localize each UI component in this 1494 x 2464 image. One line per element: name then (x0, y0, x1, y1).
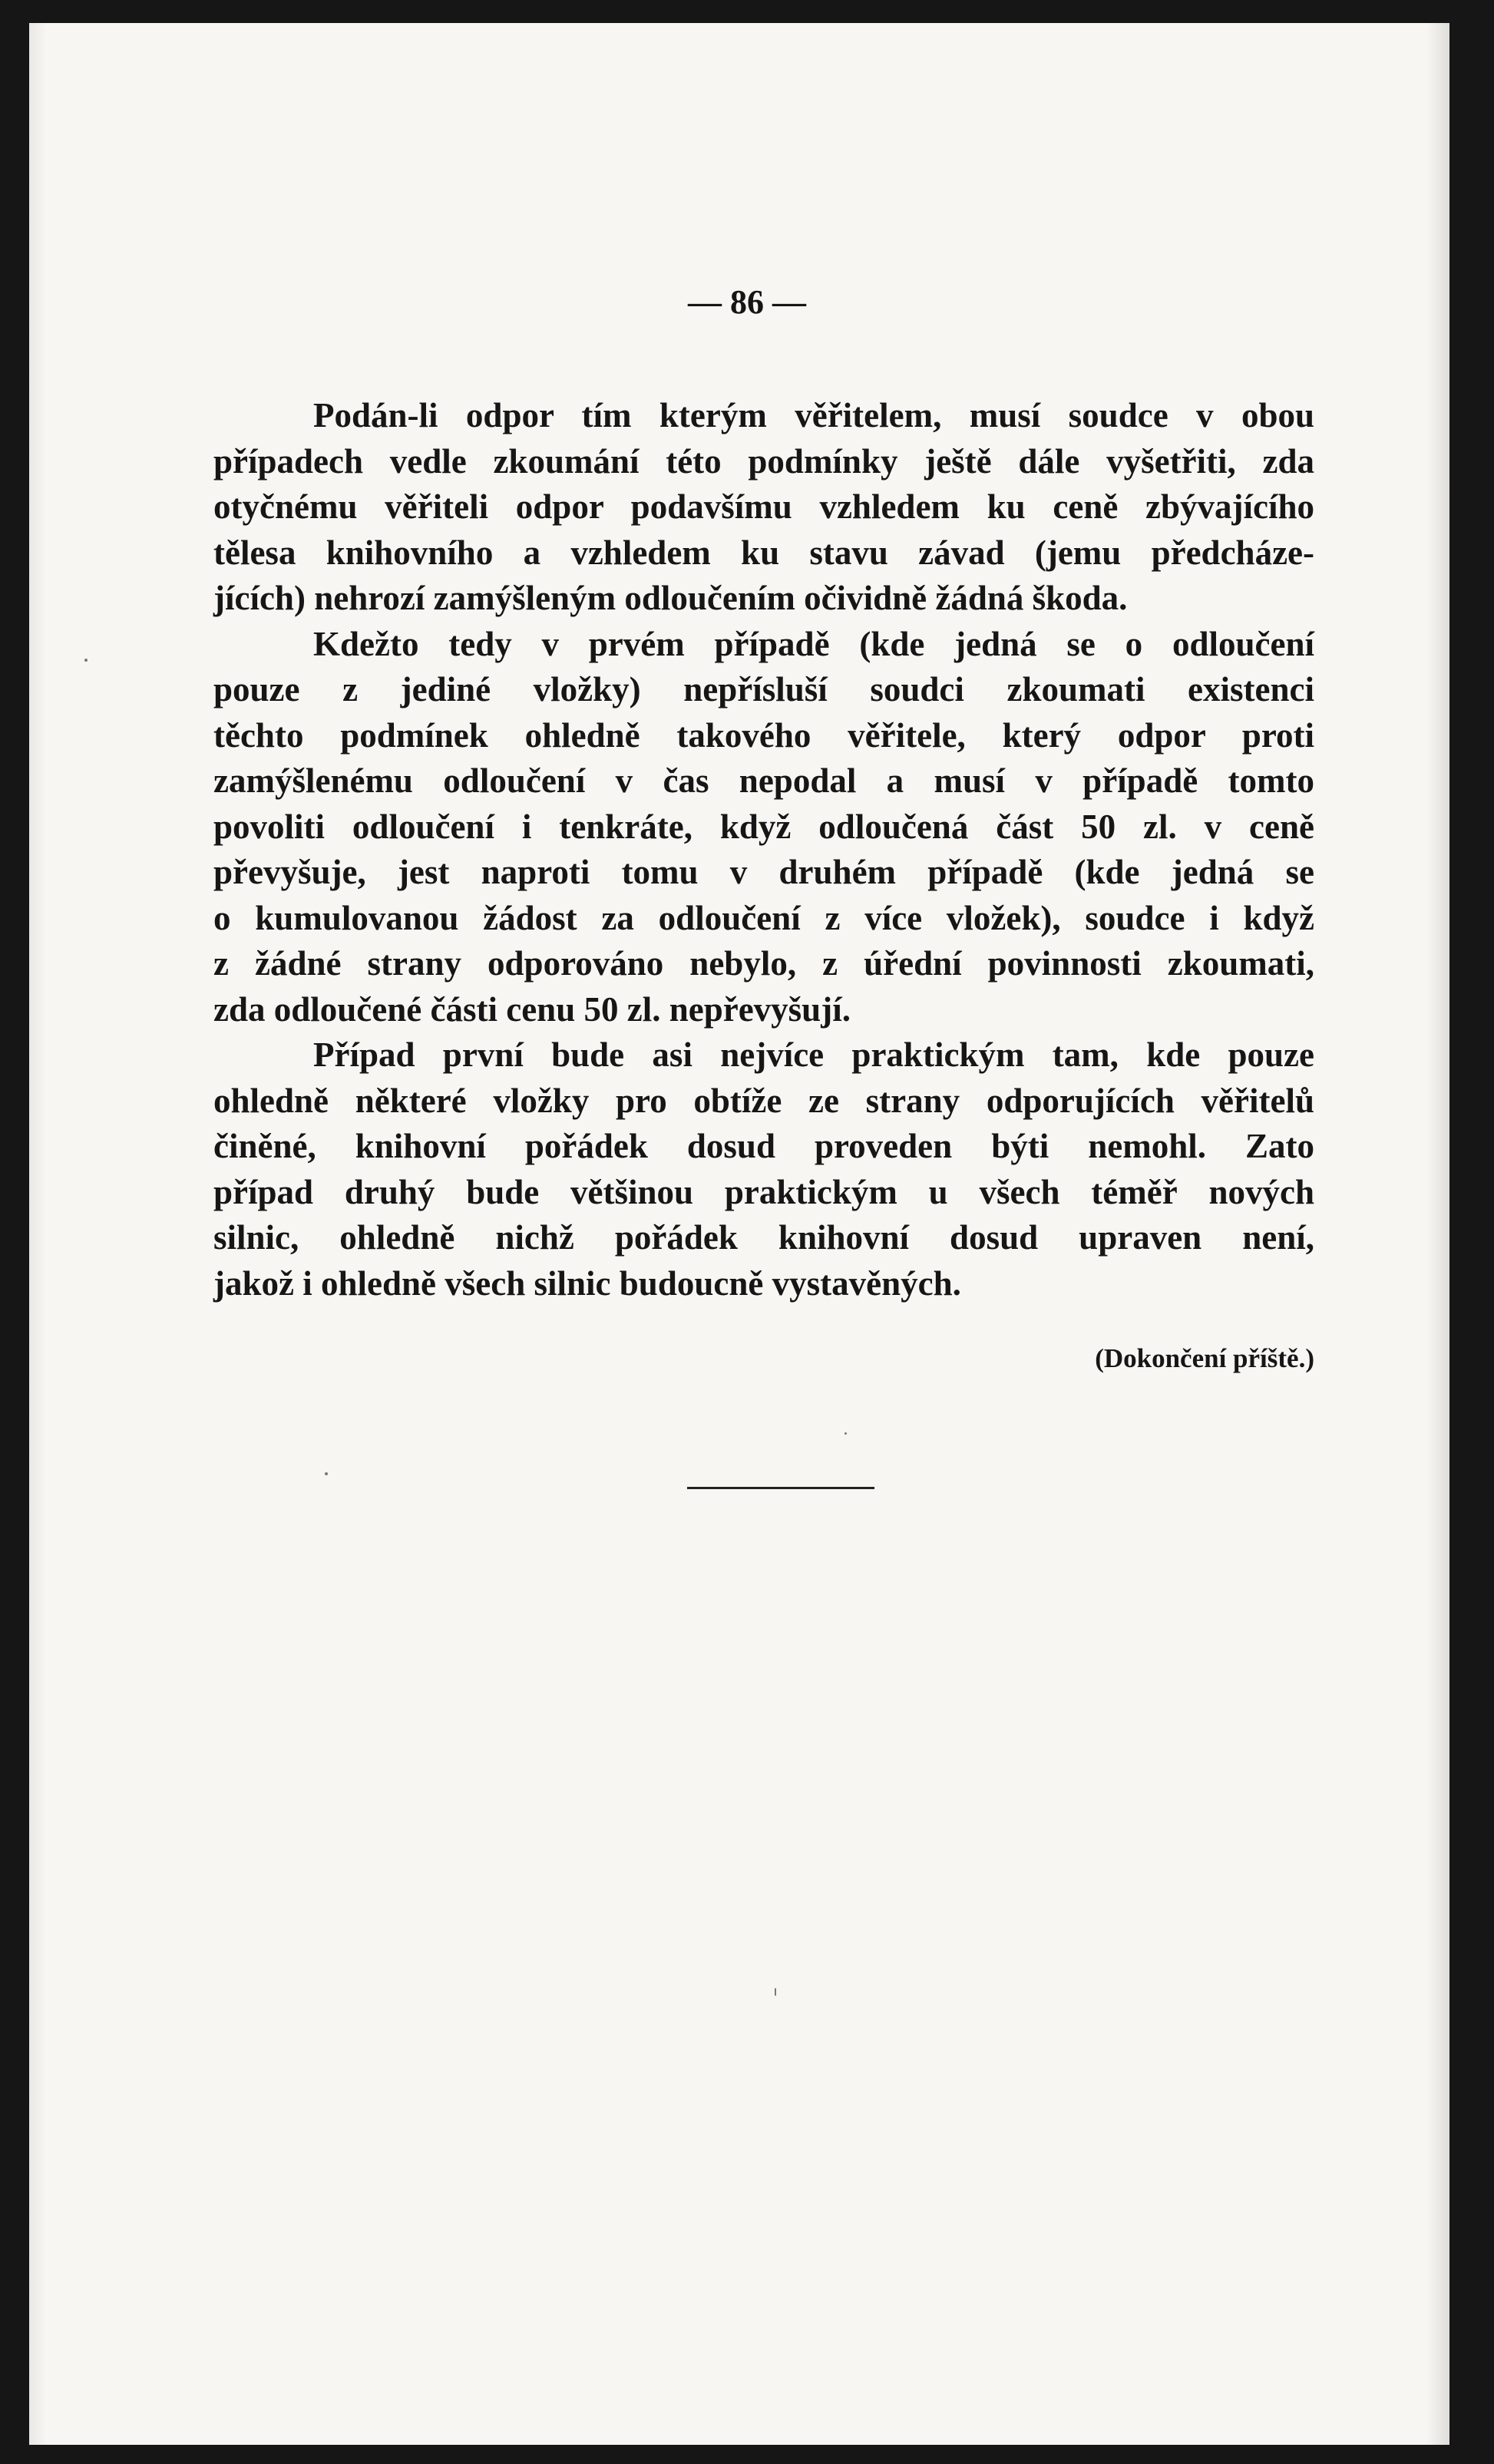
print-speck (775, 1988, 776, 1996)
section-divider-rule (687, 1487, 874, 1489)
continuation-note: (Dokončení příště.) (1095, 1343, 1314, 1373)
text-line: z žádné strany odporováno nebylo, z úřední povinnosti zkoumati, (213, 944, 1314, 983)
text-line: zamýšlenému odloučení v čas nepodal a musí v případě tomto (213, 761, 1314, 800)
paragraph-2 (213, 622, 1314, 1033)
text-line: případech vedle zkoumání této podmínky ještě dále vyšetřiti, zda (213, 441, 1314, 481)
text-line: jakož i ohledně všech silnic budoucně vystavěných. (213, 1263, 961, 1303)
text-line: Podán-li odpor tím kterým věřitelem, musí soudce v obou (313, 396, 1314, 434)
text-line: Kdežto tedy v prvém případě (kde jedná se o odloučení (313, 624, 1314, 663)
text-line: otyčnému věřiteli odpor podavšímu vzhledem ku ceně zbývajícího (213, 487, 1314, 526)
paper-right-shadow (1426, 23, 1449, 2445)
text-body (213, 393, 1314, 1306)
text-line: pouze z jediné vložky) nepřísluší soudci zkoumati existenci (213, 670, 1314, 708)
text-line: převyšuje, jest naproti tomu v druhém případě (kde jedná se (213, 853, 1314, 891)
text-line: Případ první bude asi nejvíce praktickým tam, kde pouze (313, 1035, 1314, 1074)
text-line: zda odloučené části cenu 50 zl. nepřevyšují. (213, 989, 851, 1029)
text-line: těchto podmínek ohledně takového věřitele, který odpor proti (213, 715, 1314, 755)
text-line: ohledně některé vložky pro obtíže ze strany odporujících věřitelů (213, 1081, 1314, 1120)
text-line: povoliti odloučení i tenkráte, když odloučená část 50 zl. v ceně (213, 807, 1314, 846)
page-number: — 86 — (688, 283, 806, 321)
text-line: silnic, ohledně nichž pořádek knihovní dosud upraven není, (213, 1218, 1314, 1257)
text-line: jících) nehrozí zamýšleným odloučením očividně žádná škoda. (213, 579, 1128, 617)
text-line: tělesa knihovního a vzhledem ku stavu závad (jemu předcháze- (213, 533, 1314, 572)
text-line: činěné, knihovní pořádek dosud proveden býti nemohl. Zato (213, 1127, 1314, 1165)
print-speck (84, 659, 88, 662)
text-line: o kumulovanou žádost za odloučení z více vložek), soudce i když (213, 898, 1314, 937)
text-line: případ druhý bude většinou praktickým u všech téměř nových (213, 1172, 1314, 1211)
paragraph-3 (213, 1032, 1314, 1306)
print-speck (325, 1472, 328, 1475)
print-speck (845, 1432, 847, 1435)
paragraph-1 (213, 393, 1314, 622)
paper-left-shadow (29, 23, 46, 2445)
